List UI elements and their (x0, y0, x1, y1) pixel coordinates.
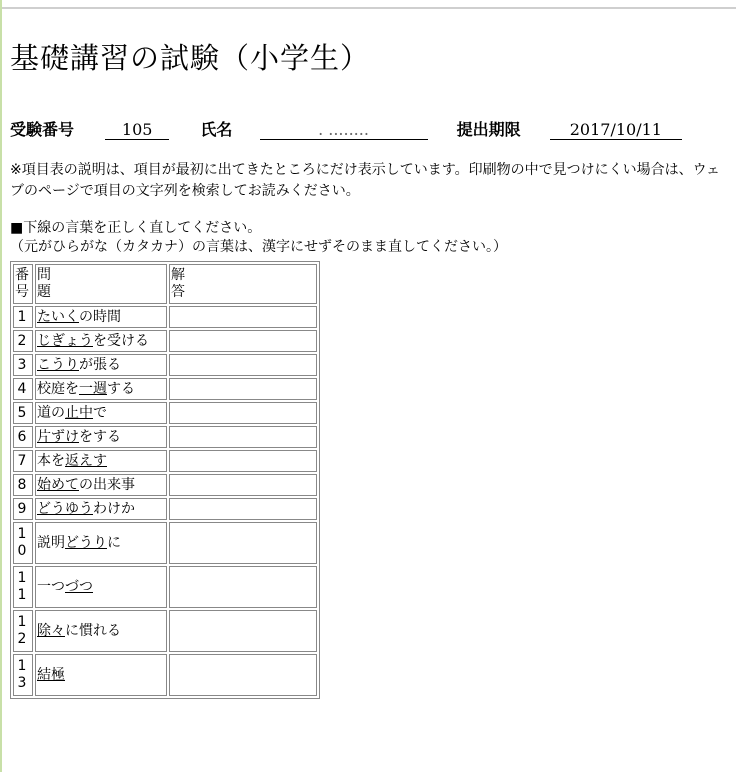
row-number (13, 378, 33, 400)
name-value: . ........ (260, 121, 428, 140)
table-row (13, 306, 317, 328)
row-number-text: 8 (17, 476, 27, 493)
row-number-text: 13 (17, 658, 27, 691)
underlined-word: 止中 (65, 404, 93, 421)
answer-cell[interactable] (169, 566, 317, 608)
row-number (13, 426, 33, 448)
row-number-text: 3 (17, 356, 27, 373)
question-cell: 道の止中で (35, 402, 167, 424)
top-rule (2, 7, 736, 9)
deadline-value: 2017/10/11 (550, 121, 682, 140)
question-cell: 一つづつ (35, 566, 167, 608)
row-number (13, 306, 33, 328)
exam-number-value: 105 (105, 121, 169, 140)
table-row (13, 426, 317, 448)
row-number (13, 522, 33, 564)
underlined-word: じぎょう (37, 332, 93, 349)
underlined-word: 片ずけ (37, 428, 79, 445)
underlined-word: づつ (65, 578, 93, 595)
row-number-text: 10 (17, 526, 27, 559)
underlined-word: 結極 (37, 666, 65, 683)
exam-info-row (10, 117, 682, 140)
left-border (0, 0, 2, 772)
question-cell: たいくの時間 (35, 306, 167, 328)
header-question (35, 264, 167, 304)
answer-cell[interactable] (169, 498, 317, 520)
underlined-word: 始めて (37, 476, 79, 493)
table-row (13, 610, 317, 652)
instructions (10, 219, 730, 257)
name-label: 氏名 (200, 120, 233, 139)
table-row (13, 378, 317, 400)
row-number (13, 402, 33, 424)
table-row (13, 330, 317, 352)
instruction-line-2: （元がひらがな（カタカナ）の言葉は、漢字にせずそのまま直してください。） (10, 239, 507, 255)
instruction-line-1: ■下線の言葉を正しく直してください。 (10, 220, 262, 236)
table-row (13, 498, 317, 520)
underlined-word: こうり (37, 356, 79, 373)
table-header-row (13, 264, 317, 304)
table-row (13, 450, 317, 472)
header-number (13, 264, 33, 304)
header-number-text: 番号 (15, 267, 29, 300)
row-number-text: 2 (17, 332, 27, 349)
deadline-label: 提出期限 (456, 120, 521, 139)
question-cell: 校庭を一週する (35, 378, 167, 400)
table-row (13, 354, 317, 376)
row-number-text: 1 (17, 308, 27, 325)
explanation-note: ※項目表の説明は、項目が最初に出てきたところにだけ表示しています。印刷物の中で見つけにくい場合は、ウェブのページで項目の文字列を検索してお読みください。 (10, 162, 721, 199)
question-cell: どうゆうわけか (35, 498, 167, 520)
row-number-text: 4 (17, 380, 27, 397)
answer-cell[interactable] (169, 450, 317, 472)
question-cell: 片ずけをする (35, 426, 167, 448)
question-cell: じぎょうを受ける (35, 330, 167, 352)
row-number (13, 354, 33, 376)
answer-cell[interactable] (169, 378, 317, 400)
underlined-word: 一週 (79, 380, 107, 397)
row-number-text: 5 (17, 404, 27, 421)
underlined-word: どうり (65, 534, 107, 551)
question-cell: こうりが張る (35, 354, 167, 376)
row-number (13, 610, 33, 652)
answer-cell[interactable] (169, 330, 317, 352)
row-number-text: 12 (17, 614, 27, 647)
underlined-word: どうゆう (37, 500, 93, 517)
answer-cell[interactable] (169, 522, 317, 564)
answer-cell[interactable] (169, 306, 317, 328)
question-cell: 説明どうりに (35, 522, 167, 564)
question-table (10, 261, 320, 699)
row-number-text: 7 (17, 452, 27, 469)
row-number-text: 9 (17, 500, 27, 517)
header-answer-text: 解答 (171, 267, 185, 300)
row-number-text: 11 (17, 570, 27, 603)
exam-number-label: 受験番号 (10, 120, 75, 139)
question-cell: 除々に慣れる (35, 610, 167, 652)
table-row (13, 654, 317, 696)
row-number (13, 474, 33, 496)
answer-cell[interactable] (169, 402, 317, 424)
answer-cell[interactable] (169, 610, 317, 652)
answer-cell[interactable] (169, 474, 317, 496)
answer-cell[interactable] (169, 426, 317, 448)
page-title: 基礎講習の試験（小学生） (10, 41, 371, 75)
table-row (13, 522, 317, 564)
table-row (13, 402, 317, 424)
underlined-word: 返えす (65, 452, 107, 469)
underlined-word: たいく (37, 308, 79, 325)
answer-cell[interactable] (169, 654, 317, 696)
row-number (13, 330, 33, 352)
question-cell: 本を返えす (35, 450, 167, 472)
table-row (13, 566, 317, 608)
question-cell (35, 654, 167, 696)
header-answer (169, 264, 317, 304)
row-number (13, 450, 33, 472)
row-number (13, 566, 33, 608)
table-row (13, 474, 317, 496)
row-number (13, 498, 33, 520)
row-number-text: 6 (17, 428, 27, 445)
question-cell: 始めての出来事 (35, 474, 167, 496)
answer-cell[interactable] (169, 354, 317, 376)
row-number (13, 654, 33, 696)
underlined-word: 除々 (37, 622, 65, 639)
header-question-text: 問題 (37, 267, 51, 300)
